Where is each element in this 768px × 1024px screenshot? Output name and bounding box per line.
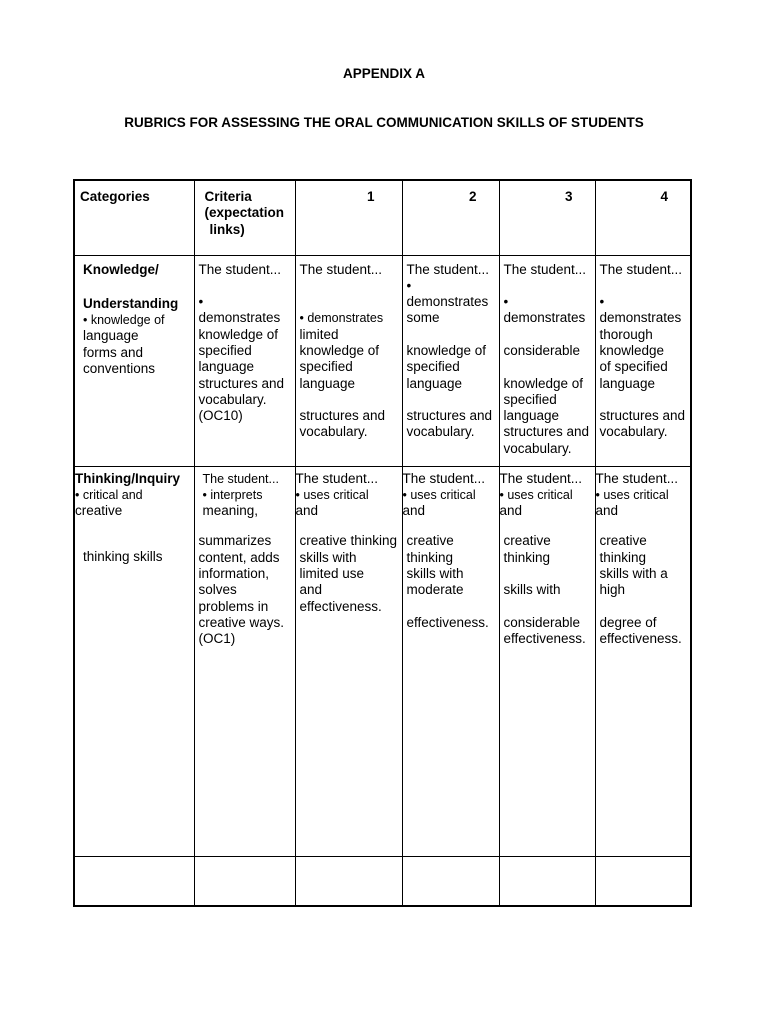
rubric-text-line: some: [406, 310, 440, 326]
rubric-text-line: The student...: [503, 261, 587, 277]
rubric-text-line: (OC1): [198, 631, 236, 647]
rubric-text-line: skills with a: [599, 565, 668, 581]
rubric-text-line: and: [299, 582, 323, 598]
rubric-text-line: moderate: [406, 582, 464, 598]
rubric-text-line: specified: [406, 359, 460, 375]
rubric-text-line: • uses critical: [295, 487, 369, 502]
header-level-4: 4: [595, 180, 691, 255]
empty-cell: [194, 856, 295, 906]
header-level-1: 1: [295, 180, 402, 255]
rubric-text-line: • uses critical: [595, 487, 669, 502]
rubric-text-line: creative: [599, 533, 647, 549]
rubric-text-line: effectiveness.: [299, 598, 382, 614]
rubric-text-line: demonstrates: [406, 294, 489, 310]
rubric-text-line: [500, 599, 595, 615]
rubric-text-line: problems in: [198, 598, 269, 614]
empty-row: [74, 856, 691, 906]
rubric-text-line: •: [406, 277, 412, 293]
rubric-text-line: (OC10): [198, 408, 243, 424]
rubric-text-line: The student...: [595, 470, 679, 486]
rubric-text-line: •: [198, 294, 204, 310]
knowledge-row: [74, 255, 691, 466]
rubric-text-line: The student...: [406, 261, 490, 277]
rubric-text-line: [600, 278, 691, 294]
knowledge-level-2: [402, 255, 499, 466]
rubric-text-line: •: [599, 294, 605, 310]
rubric-text-line: degree of: [599, 614, 657, 630]
rubric-text-line: creative: [503, 533, 551, 549]
rubric-text-line: considerable: [503, 614, 581, 630]
rubric-text-line: structures and: [198, 375, 285, 391]
rubric-text-line: vocabulary.: [198, 391, 267, 407]
empty-cell: [595, 856, 691, 906]
rubric-text-line: • demonstrates: [299, 311, 384, 326]
rubric-text-line: [300, 392, 402, 408]
rubric-text-line: information,: [198, 565, 270, 581]
rubric-text-line: The student...: [599, 261, 683, 277]
rubric-text-line: knowledge of: [503, 375, 584, 391]
rubric-text-line: language: [299, 375, 356, 391]
thinking-level-4: [595, 466, 691, 856]
thinking-level-3: [499, 466, 595, 856]
rubric-text-line: [407, 327, 499, 343]
rubric-text-line: specified: [503, 391, 557, 407]
rubric-text-line: specified: [299, 359, 353, 375]
rubric-text-line: The student...: [299, 261, 383, 277]
knowledge-level-4: [595, 255, 691, 466]
rubric-text-line: effectiveness.: [599, 631, 682, 647]
rubric-text-line: knowledge: [599, 342, 665, 358]
rubric-text-line: solves: [198, 582, 237, 598]
rubric-text-line: The student...: [295, 470, 379, 486]
rubric-text-line: [199, 278, 295, 294]
empty-cell: [295, 856, 402, 906]
rubric-text-line: [500, 566, 595, 582]
rubric-text-line: skills with: [503, 582, 561, 598]
rubric-text-line: [300, 278, 402, 294]
knowledge-level-3: [499, 255, 595, 466]
rubric-text-line: The student...: [402, 470, 486, 486]
rubric-text-line: content, adds: [198, 549, 280, 565]
rubric-text-line: [403, 599, 499, 615]
header-level-2: 2: [402, 180, 499, 255]
rubric-text-line: structures and: [299, 408, 386, 424]
empty-cell: [74, 856, 194, 906]
rubric-text-line: thinking: [599, 549, 647, 565]
rubric-text-line: [504, 359, 595, 375]
header-criteria: Criteria (expectation links): [194, 180, 295, 255]
header-row: [74, 180, 691, 255]
rubric-text-line: language: [503, 408, 560, 424]
rubric-text-line: knowledge of: [299, 342, 380, 358]
rubric-text-line: and: [595, 503, 619, 519]
rubric-text-line: and: [499, 503, 523, 519]
rubric-text-line: limited use: [299, 565, 365, 581]
header-categories: Categories: [74, 180, 194, 255]
rubric-text-line: structures and: [406, 408, 493, 424]
thinking-row: [74, 466, 691, 856]
rubric-text-line: of specified: [599, 359, 668, 375]
rubric-text-line: [600, 392, 691, 408]
rubric-text-line: skills with: [299, 549, 357, 565]
rubric-text-line: creative: [406, 533, 454, 549]
rubric-text-line: [596, 599, 691, 615]
rubric-text-line: •: [503, 294, 509, 310]
rubric-text-line: structures and: [503, 424, 590, 440]
rubric-text-line: language: [198, 359, 255, 375]
rubric-text-line: language: [599, 375, 656, 391]
thinking-criteria: [194, 466, 295, 856]
rubric-text-line: thinking: [503, 549, 551, 565]
rubric-text-line: knowledge of: [198, 326, 279, 342]
rubric-text-line: • interprets: [202, 487, 263, 502]
header-level-3: 3: [499, 180, 595, 255]
rubric-text-line: and: [295, 503, 319, 519]
thinking-level-1: [295, 466, 402, 856]
rubric-text-line: vocabulary.: [599, 424, 668, 440]
rubric-text-line: [504, 278, 595, 294]
knowledge-criteria: [194, 255, 295, 466]
rubric-text-line: creative thinking: [299, 533, 398, 549]
knowledge-category: Knowledge/ Understanding • knowledge of language forms and conventions: [74, 255, 194, 466]
rubric-text-line: effectiveness.: [503, 631, 586, 647]
knowledge-level-1: [295, 255, 402, 466]
rubric-text-line: vocabulary.: [299, 424, 368, 440]
rubric-text-line: summarizes: [198, 533, 272, 549]
rubric-text-line: The student...: [499, 470, 583, 486]
rubric-text-line: [504, 327, 595, 343]
rubric-text-line: structures and: [599, 408, 686, 424]
rubric-text-line: high: [599, 582, 626, 598]
appendix-heading: APPENDIX A: [342, 66, 425, 81]
rubric-text-line: demonstrates: [198, 310, 281, 326]
thinking-category: Thinking/Inquiry • critical and creative thinking skills: [74, 466, 194, 856]
rubric-text-line: thinking: [406, 549, 454, 565]
empty-cell: [499, 856, 595, 906]
rubric-text-line: specified: [198, 342, 252, 358]
rubric-text-line: meaning,: [202, 503, 259, 519]
rubric-text-line: demonstrates: [503, 310, 586, 326]
rubric-text-line: language: [406, 375, 463, 391]
rubric-text-line: limited: [299, 326, 339, 342]
rubric-text-line: vocabulary.: [406, 424, 475, 440]
rubric-text-line: [407, 392, 499, 408]
rubric-title: RUBRICS FOR ASSESSING THE ORAL COMMUNICATION SKILLS OF STUDENTS: [124, 115, 644, 130]
rubric-text-line: demonstrates: [599, 310, 682, 326]
rubric-text-line: effectiveness.: [406, 614, 489, 630]
rubric-text-line: • uses critical: [402, 487, 476, 502]
rubric-text-line: creative ways.: [198, 614, 285, 630]
rubric-text-line: [300, 294, 402, 310]
rubric-text-line: skills with: [406, 565, 464, 581]
rubric-text-line: • uses critical: [499, 487, 573, 502]
rubric-text-line: The student...: [202, 471, 279, 486]
rubric-text-line: considerable: [503, 342, 581, 358]
rubric-text-line: knowledge of: [406, 342, 487, 358]
thinking-level-2: [402, 466, 499, 856]
rubric-table: [73, 179, 692, 907]
rubric-text-line: The student...: [198, 261, 282, 277]
empty-cell: [402, 856, 499, 906]
rubric-text-line: vocabulary.: [503, 440, 572, 456]
rubric-text-line: thorough: [599, 326, 653, 342]
rubric-text-line: and: [402, 503, 426, 519]
